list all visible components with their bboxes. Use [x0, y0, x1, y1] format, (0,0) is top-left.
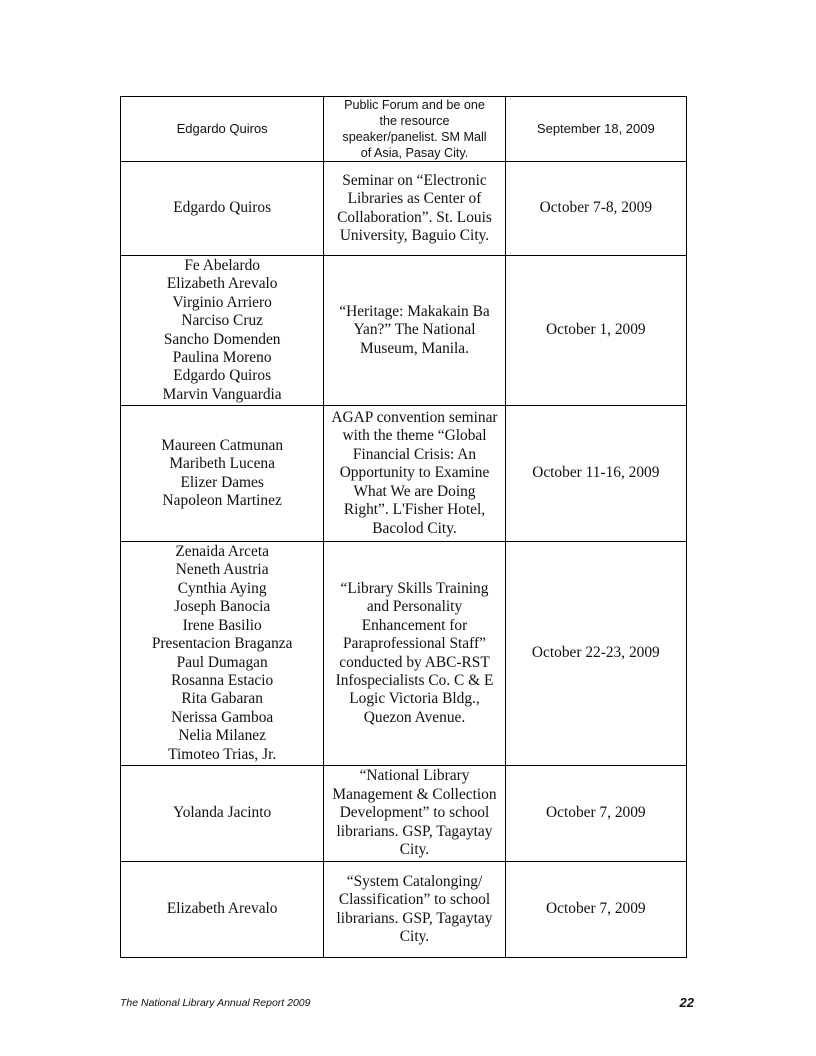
attendee-names-cell [121, 406, 324, 542]
event-description-cell [324, 766, 505, 862]
attendee-names-cell-line: Edgardo Quiros [176, 121, 268, 136]
attendee-names-cell-line: Timoteo Trias, Jr. [168, 745, 277, 763]
event-description-cell-line: Yan?” The National [353, 321, 476, 339]
page-number: 22 [679, 995, 694, 1010]
attendee-names-cell-line: Narciso Cruz [181, 312, 263, 330]
event-description-cell-line: Opportunity to Examine [339, 464, 490, 482]
attendee-names-cell-line: Marvin Vanguardia [162, 385, 282, 403]
event-description-cell [324, 97, 505, 162]
event-description-cell [324, 256, 505, 406]
attendee-names-cell [121, 542, 324, 766]
attendee-names-cell-line: Rita Gabaran [181, 690, 263, 708]
event-description-cell-line: librarians. GSP, Tagaytay [336, 909, 493, 927]
attendee-names-cell-line: Elizabeth Arevalo [166, 275, 278, 293]
event-description-cell-line: Right”. L'Fisher Hotel, [343, 501, 486, 519]
attendee-names-cell-line: Elizabeth Arevalo [166, 900, 278, 918]
attendee-names-cell-line: Edgardo Quiros [173, 199, 272, 217]
attendee-names-cell-line: Virginio Arriero [172, 293, 272, 311]
attendee-names-cell-line: Cynthia Aying [177, 579, 267, 597]
attendee-names-cell [121, 162, 324, 256]
event-description-cell-line: Enhancement for [361, 616, 468, 634]
attendee-names-cell-line: Neneth Austria [175, 561, 269, 579]
attendee-names-cell [121, 256, 324, 406]
attendee-names-cell-line: Rosanna Estacio [171, 671, 274, 689]
event-date-cell: October 11-16, 2009 [505, 406, 686, 542]
attendee-names-cell-line: Maribeth Lucena [169, 455, 275, 473]
event-description-cell-line: speaker/panelist. SM Mall [342, 130, 487, 144]
event-description-cell-line: Development” to school [339, 804, 490, 822]
attendee-names-cell [121, 97, 324, 162]
table-row [121, 862, 687, 958]
event-description-cell-line: City. [399, 927, 430, 945]
attendee-names-cell [121, 862, 324, 958]
attendee-names-cell-line: Edgardo Quiros [173, 367, 272, 385]
event-description-cell-line: University, Baguio City. [339, 226, 490, 244]
event-date-cell: October 7-8, 2009 [505, 162, 686, 256]
event-description-cell-line: Logic Victoria Bldg., [349, 690, 480, 708]
table-row [121, 97, 687, 162]
event-description-cell-line: Seminar on “Electronic [342, 171, 487, 189]
event-date-cell: October 1, 2009 [505, 256, 686, 406]
event-description-cell-line: “Library Skills Training [340, 579, 489, 597]
attendee-names-cell-line: Napoleon Martinez [162, 491, 282, 509]
table-row [121, 256, 687, 406]
attendee-names-cell-line: Fe Abelardo [184, 256, 260, 274]
attendee-names-cell-line: Sancho Domenden [163, 330, 281, 348]
event-description-cell-line: Management & Collection [332, 785, 497, 803]
event-description-cell-line: of Asia, Pasay City. [360, 146, 469, 160]
event-description-cell-line: Collaboration”. St. Louis [337, 208, 492, 226]
event-description-cell-line: Financial Crisis: An [352, 445, 477, 463]
event-description-cell [324, 162, 505, 256]
attendee-names-cell-line: Zenaida Arceta [175, 543, 269, 561]
event-description-cell-line: “Heritage: Makakain Ba [339, 302, 490, 320]
table-row [121, 406, 687, 542]
attendee-names-cell-line: Joseph Banocia [174, 598, 271, 616]
table-row [121, 542, 687, 766]
event-description-cell-line: Infospecialists Co. C & E [335, 671, 494, 689]
event-description-cell-line: City. [399, 841, 430, 859]
event-description-cell-line: AGAP convention seminar [331, 409, 498, 427]
event-description-cell-line: Museum, Manila. [359, 339, 469, 357]
event-description-cell-line: “National Library [359, 767, 470, 785]
event-date-cell: October 7, 2009 [505, 862, 686, 958]
event-description-cell [324, 862, 505, 958]
event-description-cell-line: with the theme “Global [342, 427, 487, 445]
event-description-cell-line: Classification” to school [338, 891, 491, 909]
event-date-cell: October 22-23, 2009 [505, 542, 686, 766]
event-date-cell: September 18, 2009 [505, 97, 686, 162]
event-description-cell-line: What We are Doing [353, 482, 476, 500]
attendee-names-cell-line: Paul Dumagan [176, 653, 268, 671]
event-description-cell [324, 542, 505, 766]
attendee-names-cell-line: Presentacion Braganza [151, 635, 293, 653]
event-description-cell-line: Paraprofessional Staff” [343, 635, 486, 653]
footer-title: The National Library Annual Report 2009 [120, 997, 311, 1009]
attendee-names-cell-line: Nelia Milanez [178, 727, 266, 745]
event-description-cell-line: Libraries as Center of [347, 190, 482, 208]
event-description-cell-line: Bacolod City. [372, 519, 457, 537]
event-description-cell-line: Public Forum and be one [344, 98, 485, 112]
attendee-names-cell-line: Paulina Moreno [172, 348, 272, 366]
training-attendance-table [120, 96, 687, 958]
event-date-cell: October 7, 2009 [505, 766, 686, 862]
attendee-names-cell-line: Yolanda Jacinto [173, 804, 272, 822]
event-description-cell-line: librarians. GSP, Tagaytay [336, 822, 493, 840]
event-description-cell-line: “System Catalonging/ [346, 872, 483, 890]
event-description-cell [324, 406, 505, 542]
attendee-names-cell-line: Irene Basilio [182, 616, 262, 634]
attendee-names-cell-line: Elizer Dames [180, 473, 264, 491]
attendee-names-cell [121, 766, 324, 862]
attendee-names-cell-line: Maureen Catmunan [161, 436, 284, 454]
event-description-cell-line: the resource [379, 114, 450, 128]
table-row [121, 162, 687, 256]
event-description-cell-line: conducted by ABC-RST [339, 653, 490, 671]
event-description-cell-line: and Personality [366, 598, 463, 616]
table-row [121, 766, 687, 862]
event-description-cell-line: Quezon Avenue. [363, 708, 466, 726]
attendee-names-cell-line: Nerissa Gamboa [171, 708, 274, 726]
